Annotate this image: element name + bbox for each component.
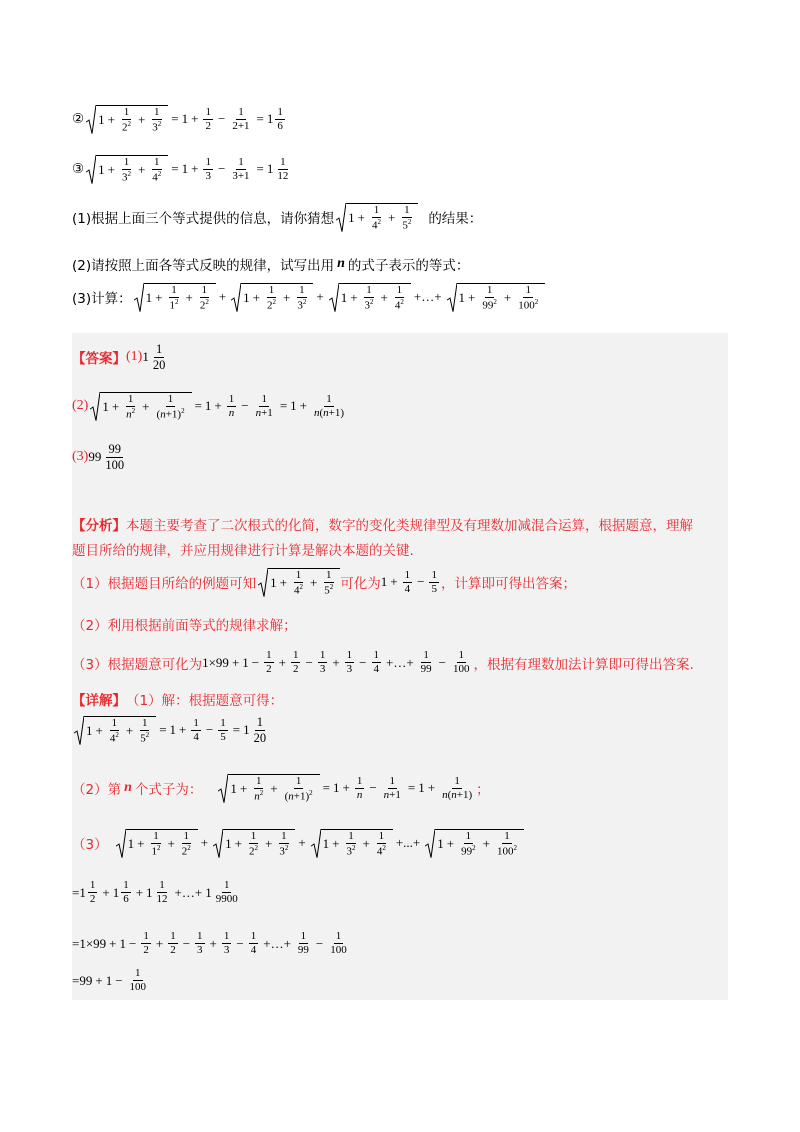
example-2-formula: 1 + $\frac{1}{2^2}$ + $\frac{1}{3^2}$ = 1 + $\frac{1}{2}$ − $\frac{1}{2+1}$ = 1 $\frac{1}{6}$ <box>84 105 287 134</box>
analysis-point-1 <box>72 568 576 597</box>
question-1 <box>72 203 482 232</box>
detail-text-2-end: ； <box>476 782 490 799</box>
detail-text-2-mid: 个式子为： <box>134 782 203 799</box>
answer-2-formula: 1 + $\frac{1}{n^2}$ + $\frac{1}{(n+1)^2}$ = 1 + $\frac{1}{n}$ − $\frac{1}{n+1}$ = 1 + $\frac{1}{n(n+1)}$ <box>88 392 348 421</box>
detail-step-2 <box>72 931 351 956</box>
question-2-text: (2)请按照上面各等式反映的规律，试写出用 <box>72 258 335 274</box>
answer-1-value: 1 $\frac{1}{20}$ <box>142 342 166 372</box>
detail-step-3 <box>72 968 150 993</box>
detail-line-3 <box>72 829 524 858</box>
analysis-point-1-result: 1 + $\frac{1}{4}$ − $\frac{1}{5}$ <box>380 568 437 595</box>
detail-step-3-expr: =99 + 1 − $\frac{1}{100}$ <box>72 967 147 993</box>
analysis-point-1-formula: 1 + $\frac{1}{4^2}$ + $\frac{1}{5^2}$ <box>256 568 340 597</box>
answer-1 <box>72 343 169 371</box>
answer-3-label: (3) <box>72 449 89 464</box>
question-1-formula: 1 + $\frac{1}{4^2}$ + $\frac{1}{5^2}$ <box>334 203 418 232</box>
analysis-point-3 <box>72 650 694 675</box>
question-2 <box>72 254 469 274</box>
detail-formula-1-expr: 1 + $\frac{1}{4^2}$ + $\frac{1}{5^2}$ = 1 + $\frac{1}{4}$ − $\frac{1}{5}$ = 1 $\frac{1}{20}$ <box>72 716 270 745</box>
analysis-text-1: 本题主要考查了二次根式的化简，数字的变化类规律型及有理数加减混合运算，根据题意，理解 <box>126 518 693 534</box>
detail-text-1: （1）解：根据题意可得： <box>126 693 284 709</box>
answer-3 <box>72 443 128 471</box>
analysis-line-1 <box>72 514 693 534</box>
detail-line-1 <box>72 689 283 709</box>
analysis-point-1-suffix: ，计算即可得出答案； <box>440 576 576 593</box>
example-2-label: ② <box>72 111 85 128</box>
answer-3-value: 99 $\frac{99}{100}$ <box>88 442 125 472</box>
analysis-point-1-text: （1）根据题目所给的例题可知 <box>72 576 257 593</box>
detail-tag: 【详解】 <box>72 693 126 709</box>
detail-text-3: （3） <box>72 837 108 854</box>
analysis-point-2-text: （2）利用根据前面等式的规律求解； <box>72 618 297 634</box>
example-3-formula: 1 + $\frac{1}{3^2}$ + $\frac{1}{4^2}$ = 1 + $\frac{1}{3}$ − $\frac{1}{3+1}$ = 1 $\frac{1}{12}$ <box>84 155 292 184</box>
analysis-point-2 <box>72 614 297 634</box>
question-2-var: n <box>337 256 345 271</box>
detail-formula-3: 1 + $\frac{1}{1^2}$ + $\frac{1}{2^2}$ + 1 + $\frac{1}{2^2}$ + $\frac{1}{3^2}$ + 1 + $\frac{1}{3^2}$ + $\frac{1}{4^2}$ +...+ 1 + $\frac{1}{99^2}$ + $\frac{1}{100^2}$ <box>114 829 524 858</box>
question-1-suffix: 的结果： <box>428 211 483 228</box>
analysis-point-3-text: （3）根据题意可化为 <box>72 656 203 673</box>
analysis-point-3-formula: 1×99 + 1 − $\frac{1}{2}$ + $\frac{1}{2}$ − $\frac{1}{3}$ + $\frac{1}{3}$ − $\frac{1}{4}$ +…+ $\frac{1}{99}$ − $\frac{1}{100}$ <box>202 649 470 675</box>
analysis-text-2: 题目所给的规律，并应用规律进行计算是解决本题的关键. <box>72 543 414 559</box>
detail-text-2: （2）第 <box>72 782 122 799</box>
example-3-label: ③ <box>72 161 85 178</box>
answer-tag: 【答案】 <box>72 351 126 367</box>
detail-line-2 <box>72 774 490 803</box>
question-3 <box>72 283 545 312</box>
detail-step-1-expr: = 1 $\frac{1}{2}$ + 1 $\frac{1}{6}$ + 1 $\frac{1}{12}$ +…+ 1 $\frac{1}{9900}$ <box>72 879 238 905</box>
question-3-text: (3)计算： <box>72 291 132 308</box>
detail-formula-1 <box>72 716 270 745</box>
detail-var: n <box>124 780 132 796</box>
answer-1-label: (1) <box>126 349 143 364</box>
detail-step-2-expr: =1×99 + 1 − $\frac{1}{2}$ + $\frac{1}{2}$ − $\frac{1}{3}$ + $\frac{1}{3}$ − $\frac{1}{4}$ +…+ $\frac{1}{99}$ − $\frac{1}{100}$ <box>72 930 347 956</box>
detail-step-1 <box>72 880 242 905</box>
analysis-point-1-mid: 可化为 <box>340 576 381 593</box>
answer-2-label: (2) <box>72 398 89 414</box>
detail-formula-2: 1 + $\frac{1}{n^2}$ + $\frac{1}{(n+1)^2}$ = 1 + $\frac{1}{n}$ − $\frac{1}{n+1}$ = 1 + $\frac{1}{n(n+1)}$ <box>216 774 476 803</box>
question-1-text: (1)根据上面三个等式提供的信息，请你猜想 <box>72 211 335 228</box>
example-2 <box>72 105 287 134</box>
question-2-suffix: 的式子表示的等式： <box>347 258 470 274</box>
analysis-tag: 【分析】 <box>72 518 126 534</box>
analysis-point-3-suffix: ，根据有理数加法计算即可得出答案. <box>473 656 694 673</box>
question-3-formula: 1 + $\frac{1}{1^2}$ + $\frac{1}{2^2}$ + 1 + $\frac{1}{2^2}$ + $\frac{1}{3^2}$ + 1 + $\frac{1}{3^2}$ + $\frac{1}{4^2}$ +…+ 1 + $\frac{1}{99^2}$ + $\frac{1}{100^2}$ <box>132 283 546 312</box>
answer-2 <box>72 392 348 421</box>
analysis-line-2 <box>72 539 414 559</box>
example-3 <box>72 155 292 184</box>
